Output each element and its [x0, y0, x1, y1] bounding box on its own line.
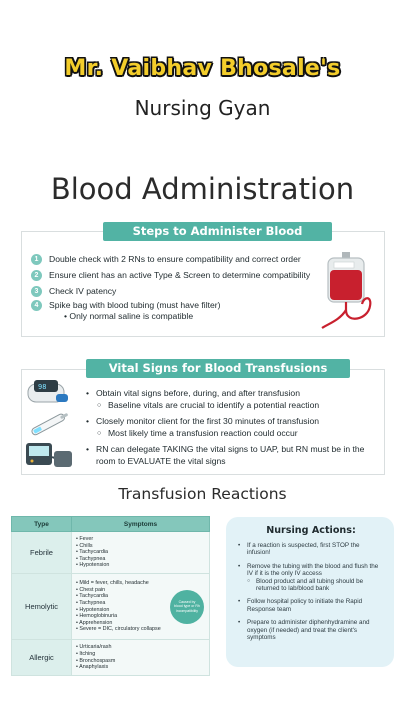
- step-item: [31, 283, 316, 299]
- vitals-banner: Vital Signs for Blood Transfusions: [86, 359, 350, 378]
- col-symptoms-header: Symptoms: [72, 517, 210, 532]
- symptom-item: • Hemoglobinuria: [76, 613, 205, 620]
- step-item: [31, 267, 316, 283]
- brand-title: Mr. Vaibhav Bhosale's: [64, 56, 341, 81]
- symptom-item: • Itching: [76, 651, 205, 658]
- vitals-list: [86, 388, 386, 467]
- blood-pressure-monitor-icon: [24, 437, 74, 471]
- step-item: [31, 300, 316, 311]
- action-item: • Prepare to administer diphenhydramine and oxygen (if needed) and treat the client's symptoms: [238, 619, 384, 641]
- reaction-type: Allergic: [12, 640, 72, 676]
- symptom-item: • Tachycardia: [76, 549, 205, 556]
- vitals-subbullet: ○ Baseline vitals are crucial to identify a potential reaction: [86, 400, 386, 412]
- table-row: [12, 574, 210, 640]
- action-item: • Remove the tubing with the blood and flush the IV if it is the only IV access: [238, 563, 384, 578]
- page-title: Blood Administration: [50, 172, 355, 206]
- step-text: Double check with 2 RNs to ensure compatibility and correct order: [49, 254, 301, 264]
- step-number: 1: [31, 254, 42, 265]
- step-number: 4: [31, 300, 42, 311]
- nursing-actions-title: Nursing Actions:: [266, 525, 356, 536]
- symptom-item: • Severe = DIC, circulatory collapse: [76, 626, 205, 633]
- symptom-item: • Tachypnea: [76, 600, 205, 607]
- symptom-item: • Tachycardia: [76, 593, 205, 600]
- action-item: • If a reaction is suspected, first STOP the infusion!: [238, 542, 384, 557]
- reactions-title: Transfusion Reactions: [118, 485, 287, 503]
- symptom-item: • Mild = fever, chills, headache: [76, 580, 205, 587]
- reactions-table: [11, 516, 210, 676]
- table-header-row: [12, 517, 210, 532]
- incompatibility-badge: Caused by blood type or Rh incompatibility: [170, 590, 204, 624]
- vitals-bullet: • Obtain vital signs before, during, and after transfusion: [86, 388, 386, 400]
- symptom-item: • Tachypnea: [76, 556, 205, 563]
- steps-list: [31, 251, 316, 322]
- step-text: Spike bag with blood tubing (must have filter): [49, 299, 221, 310]
- step-text: Ensure client has an active Type & Screen to determine compatibility: [49, 270, 311, 281]
- action-subitem: ○ Blood product and all tubing should be returned to lab/blood bank: [238, 578, 384, 593]
- nursing-actions-panel: [226, 517, 394, 667]
- symptom-item: • Fever: [76, 536, 205, 543]
- reaction-symptoms: [72, 640, 210, 676]
- vitals-bullet: • Closely monitor client for the first 30 minutes of transfusion: [86, 416, 386, 428]
- thermometer-icon: [24, 410, 72, 438]
- symptom-item: • Anaphylaxis: [76, 664, 205, 671]
- blood-bag-icon: [320, 250, 382, 332]
- step-number: 3: [31, 286, 42, 297]
- reaction-symptoms: [72, 532, 210, 574]
- substep-text: • Only normal saline is compatible: [64, 310, 194, 321]
- symptom-item: • Hypotension: [76, 607, 205, 614]
- vitals-subbullet: ○ Most likely time a transfusion reaction could occur: [86, 428, 386, 440]
- symptom-item: • Chills: [76, 543, 205, 550]
- reaction-type: Hemolytic: [12, 574, 72, 640]
- pulse-oximeter-icon: [26, 378, 70, 406]
- reaction-symptoms: [72, 574, 210, 640]
- steps-banner: Steps to Administer Blood: [103, 222, 332, 241]
- col-type-header: Type: [12, 517, 72, 532]
- action-item: • Follow hospital policy to initiate the Rapid Response team: [238, 598, 384, 613]
- vitals-bullet: • RN can delegate TAKING the vital signs to UAP, but RN must be in the room to EVALUATE the vital signs: [86, 444, 386, 467]
- step-text: Check IV patency: [49, 286, 117, 297]
- symptom-item: • Hypotension: [76, 562, 205, 569]
- svg-text:98: 98: [38, 383, 47, 391]
- table-row: [12, 532, 210, 574]
- reaction-type: Febrile: [12, 532, 72, 574]
- brand-subtitle: Nursing Gyan: [134, 96, 271, 120]
- symptom-item: • Chest pain: [76, 587, 205, 594]
- step-item: [31, 251, 316, 267]
- step-number: 2: [31, 270, 42, 281]
- table-row: [12, 640, 210, 676]
- symptom-item: • Apprehension: [76, 620, 205, 627]
- symptom-item: • Bronchospasm: [76, 658, 205, 665]
- symptom-item: • Urticaria/rash: [76, 644, 205, 651]
